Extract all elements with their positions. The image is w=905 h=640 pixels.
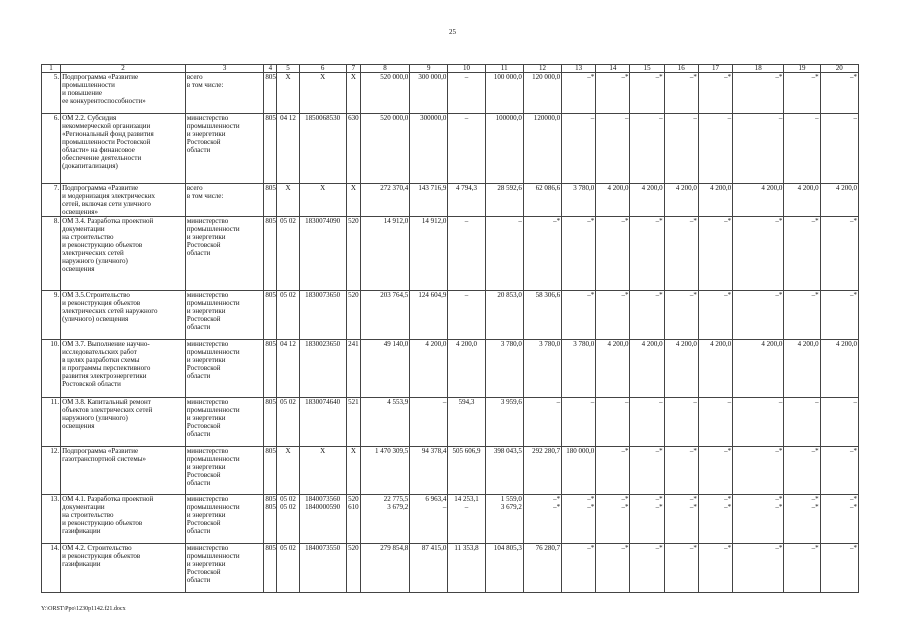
row-number-cell: 7. — [42, 184, 61, 217]
target-article-cell: 1830074640 — [299, 398, 346, 447]
total-amount-cell: 520 000,0 — [360, 114, 409, 184]
row-number-cell: 6. — [42, 114, 61, 184]
ministry-code-cell: 805 — [264, 398, 277, 447]
year-amount-cell: –* — [820, 544, 858, 593]
target-article-cell: 1830023650 — [299, 340, 346, 398]
ministry-code-cell: 805 — [264, 217, 277, 291]
year-amount-cell: –* — [630, 544, 664, 593]
year-amount-cell: 143 716,9 — [410, 184, 448, 217]
column-number-cell: 1 — [42, 65, 61, 73]
row-number-cell: 9. — [42, 291, 61, 340]
year-amount-cell: 120 000,0 — [523, 73, 561, 114]
section-code-cell: X — [277, 73, 299, 114]
year-amount-cell: 4 200,0 — [630, 184, 664, 217]
row-number-cell: 12. — [42, 447, 61, 495]
year-amount-cell: –* — [698, 544, 732, 593]
expense-type-cell: 630 — [346, 114, 360, 184]
column-number-cell: 5 — [277, 65, 299, 73]
year-amount-cell: 14 253,1 – — [448, 495, 485, 544]
year-amount-cell: – — [596, 398, 630, 447]
total-amount-cell: 520 000,0 — [360, 73, 409, 114]
year-amount-cell: 76 280,7 — [523, 544, 561, 593]
ministry-code-cell: 805 805 — [264, 495, 277, 544]
program-name-cell: Подпрограмма «Развитие промышленности и повышение ее конкурентоспособности» — [61, 73, 186, 114]
target-article-cell: X — [299, 184, 346, 217]
target-article-cell: 1830074090 — [299, 217, 346, 291]
ministry-code-cell: 805 — [264, 73, 277, 114]
year-amount-cell: 3 780,0 — [485, 340, 523, 398]
year-amount-cell: –* — [784, 217, 820, 291]
year-amount-cell: – — [630, 114, 664, 184]
year-amount-cell: – — [448, 114, 485, 184]
target-article-cell: 1840073560 1840000590 — [299, 495, 346, 544]
total-amount-cell: 272 370,4 — [360, 184, 409, 217]
section-code-cell: X — [277, 447, 299, 495]
column-number-cell: 17 — [698, 65, 732, 73]
year-amount-cell: –* –* — [630, 495, 664, 544]
expense-type-cell: X — [346, 73, 360, 114]
year-amount-cell: 20 853,0 — [485, 291, 523, 340]
year-amount-cell: 4 200,0 — [820, 184, 858, 217]
expense-type-cell: 520 — [346, 291, 360, 340]
program-name-cell: Подпрограмма «Развитие и модернизация электрических сетей, включая сети уличного освещения» — [61, 184, 186, 217]
year-amount-cell: –* — [820, 291, 858, 340]
year-amount-cell: –* — [733, 73, 784, 114]
column-number-cell: 11 — [485, 65, 523, 73]
ministry-code-cell: 805 — [264, 291, 277, 340]
year-amount-cell: –* –* — [596, 495, 630, 544]
executor-cell: министерство промышленности и энергетики Ростовской области — [185, 291, 263, 340]
year-amount-cell: –* — [596, 544, 630, 593]
total-amount-cell: 4 553,9 — [360, 398, 409, 447]
year-amount-cell: 4 200,0 — [664, 184, 698, 217]
year-amount-cell: – — [448, 291, 485, 340]
expense-type-cell: 521 — [346, 398, 360, 447]
target-article-cell: X — [299, 447, 346, 495]
program-name-cell: ОМ 2.2. Субсидия некоммерческой организации «Региональный фонд развития промышленности Ростовской области» на финансовое обеспечение деятельности (докапитализация) — [61, 114, 186, 184]
file-path-footer: Y:\ORST\Ppo\1230p1142.f21.docx — [41, 606, 126, 612]
column-number-cell: 9 — [410, 65, 448, 73]
year-amount-cell: –* — [733, 291, 784, 340]
year-amount-cell: – — [698, 398, 732, 447]
year-amount-cell: –* — [664, 544, 698, 593]
year-amount-cell: 6 963,4 – — [410, 495, 448, 544]
column-number-cell: 19 — [784, 65, 820, 73]
executor-cell: всего в том числе: — [185, 184, 263, 217]
table-row — [42, 291, 859, 340]
year-amount-cell: –* –* — [664, 495, 698, 544]
total-amount-cell: 49 140,0 — [360, 340, 409, 398]
column-number-cell: 7 — [346, 65, 360, 73]
year-amount-cell: –* — [733, 217, 784, 291]
year-amount-cell: 104 805,3 — [485, 544, 523, 593]
year-amount-cell: – — [448, 217, 485, 291]
target-article-cell: 1850068530 — [299, 114, 346, 184]
table-row — [42, 184, 859, 217]
year-amount-cell: 120000,0 — [523, 114, 561, 184]
year-amount-cell: 4 200,0 — [784, 184, 820, 217]
column-number-cell: 12 — [523, 65, 561, 73]
year-amount-cell: 1 559,0 3 679,2 — [485, 495, 523, 544]
year-amount-cell: 4 200,0 — [698, 184, 732, 217]
column-number-cell: 13 — [562, 65, 596, 73]
section-code-cell: 05 02 — [277, 291, 299, 340]
column-number-cell: 16 — [664, 65, 698, 73]
expense-type-cell: X — [346, 447, 360, 495]
total-amount-cell: 279 854,8 — [360, 544, 409, 593]
ministry-code-cell: 805 — [264, 447, 277, 495]
column-number-cell: 14 — [596, 65, 630, 73]
year-amount-cell: –* — [596, 217, 630, 291]
year-amount-cell: 100 000,0 — [485, 73, 523, 114]
ministry-code-cell: 805 — [264, 340, 277, 398]
target-article-cell: 1840073550 — [299, 544, 346, 593]
table-row — [42, 340, 859, 398]
year-amount-cell: – — [784, 398, 820, 447]
year-amount-cell: 180 000,0 — [562, 447, 596, 495]
year-amount-cell: 14 912,0 — [410, 217, 448, 291]
year-amount-cell: 4 794,3 — [448, 184, 485, 217]
year-amount-cell: –* — [664, 217, 698, 291]
year-amount-cell: 4 200,0 — [630, 340, 664, 398]
year-amount-cell: –* –* — [523, 495, 561, 544]
table-row — [42, 398, 859, 447]
year-amount-cell: –* — [698, 73, 732, 114]
year-amount-cell: –* — [698, 217, 732, 291]
year-amount-cell: 124 604,9 — [410, 291, 448, 340]
year-amount-cell: – — [562, 398, 596, 447]
row-number-cell: 8. — [42, 217, 61, 291]
year-amount-cell: 58 306,6 — [523, 291, 561, 340]
year-amount-cell: –* — [698, 447, 732, 495]
program-name-cell: ОМ 3.5.Строительство и реконструкция объектов электрических сетей наружного (уличного) освещения — [61, 291, 186, 340]
expense-type-cell: 520 — [346, 217, 360, 291]
section-code-cell: 05 02 — [277, 398, 299, 447]
executor-cell: министерство промышленности и энергетики Ростовской области — [185, 447, 263, 495]
year-amount-cell: –* — [784, 447, 820, 495]
year-amount-cell: – — [448, 73, 485, 114]
executor-cell: министерство промышленности и энергетики Ростовской области — [185, 340, 263, 398]
year-amount-cell: 11 353,8 — [448, 544, 485, 593]
executor-cell: министерство промышленности и энергетики Ростовской области — [185, 398, 263, 447]
row-number-cell: 11. — [42, 398, 61, 447]
year-amount-cell: 4 200,0 — [820, 340, 858, 398]
year-amount-cell: –* — [562, 73, 596, 114]
year-amount-cell: 594,3 — [448, 398, 485, 447]
row-number-cell: 10. — [42, 340, 61, 398]
year-amount-cell: –* –* — [698, 495, 732, 544]
column-number-header — [42, 65, 859, 73]
year-amount-cell: –* –* — [820, 495, 858, 544]
executor-cell: всего в том числе: — [185, 73, 263, 114]
total-amount-cell: 22 775,5 3 679,2 — [360, 495, 409, 544]
year-amount-cell: –* — [562, 291, 596, 340]
section-code-cell: 04 12 — [277, 340, 299, 398]
year-amount-cell: – — [733, 114, 784, 184]
expense-type-cell: 520 — [346, 544, 360, 593]
ministry-code-cell: 805 — [264, 114, 277, 184]
year-amount-cell: –* — [630, 73, 664, 114]
total-amount-cell: 14 912,0 — [360, 217, 409, 291]
section-code-cell: 05 02 — [277, 544, 299, 593]
row-number-cell: 13. — [42, 495, 61, 544]
row-number-cell: 5. — [42, 73, 61, 114]
year-amount-cell: 398 043,5 — [485, 447, 523, 495]
section-code-cell: 05 02 — [277, 217, 299, 291]
budget-table — [41, 64, 859, 593]
column-number-cell: 20 — [820, 65, 858, 73]
year-amount-cell: – — [485, 217, 523, 291]
expense-type-cell: 520 610 — [346, 495, 360, 544]
year-amount-cell: –* — [820, 447, 858, 495]
year-amount-cell: –* –* — [733, 495, 784, 544]
year-amount-cell: –* — [820, 73, 858, 114]
table-row — [42, 73, 859, 114]
column-number-cell: 2 — [61, 65, 186, 73]
year-amount-cell: – — [596, 114, 630, 184]
section-code-cell: X — [277, 184, 299, 217]
year-amount-cell: –* — [596, 447, 630, 495]
year-amount-cell: – — [784, 114, 820, 184]
year-amount-cell: 4 200,0 — [664, 340, 698, 398]
column-number-cell: 18 — [733, 65, 784, 73]
program-name-cell: ОМ 4.2. Строительство и реконструкция объектов газификации — [61, 544, 186, 593]
year-amount-cell: –* — [596, 291, 630, 340]
year-amount-cell: 4 200,0 — [784, 340, 820, 398]
year-amount-cell: –* — [698, 291, 732, 340]
year-amount-cell: – — [630, 398, 664, 447]
year-amount-cell: 3 780,0 — [562, 340, 596, 398]
total-amount-cell: 1 470 309,5 — [360, 447, 409, 495]
year-amount-cell: 28 592,6 — [485, 184, 523, 217]
table-row — [42, 114, 859, 184]
executor-cell: министерство промышленности и энергетики Ростовской области — [185, 217, 263, 291]
program-name-cell: ОМ 3.4. Разработка проектной документации на строительство и реконструкцию объектов электрических сетей наружного (уличного) освещения — [61, 217, 186, 291]
year-amount-cell: – — [410, 398, 448, 447]
year-amount-cell: –* — [784, 73, 820, 114]
year-amount-cell: –* — [664, 291, 698, 340]
executor-cell: министерство промышленности и энергетики Ростовской области — [185, 544, 263, 593]
year-amount-cell: –* — [562, 217, 596, 291]
program-name-cell: ОМ 3.7. Выполнение научно- исследовательских работ в целях разработки схемы и программы перспективного развития электроэнергетики Ростовской области — [61, 340, 186, 398]
year-amount-cell: 100000,0 — [485, 114, 523, 184]
executor-cell: министерство промышленности и энергетики Ростовской области — [185, 495, 263, 544]
program-name-cell: ОМ 4.1. Разработка проектной документации на строительство и реконструкцию объектов газификации — [61, 495, 186, 544]
column-number-cell: 15 — [630, 65, 664, 73]
year-amount-cell: – — [523, 398, 561, 447]
year-amount-cell: – — [698, 114, 732, 184]
year-amount-cell: 4 200,0 — [596, 184, 630, 217]
year-amount-cell: 4 200,0 — [733, 184, 784, 217]
year-amount-cell: –* — [784, 291, 820, 340]
year-amount-cell: –* — [630, 217, 664, 291]
year-amount-cell: –* –* — [562, 495, 596, 544]
ministry-code-cell: 805 — [264, 544, 277, 593]
year-amount-cell: –* — [820, 217, 858, 291]
year-amount-cell: –* — [630, 291, 664, 340]
year-amount-cell: 3 959,6 — [485, 398, 523, 447]
total-amount-cell: 203 764,5 — [360, 291, 409, 340]
year-amount-cell: 4 200,0 — [733, 340, 784, 398]
year-amount-cell: 62 086,6 — [523, 184, 561, 217]
target-article-cell: 1830073650 — [299, 291, 346, 340]
column-number-cell: 6 — [299, 65, 346, 73]
year-amount-cell: – — [733, 398, 784, 447]
year-amount-cell: –* — [523, 217, 561, 291]
executor-cell: министерство промышленности и энергетики Ростовской области — [185, 114, 263, 184]
year-amount-cell: – — [820, 114, 858, 184]
year-amount-cell: –* — [664, 73, 698, 114]
year-amount-cell: 300 000,0 — [410, 73, 448, 114]
page-number: 25 — [449, 28, 456, 36]
ministry-code-cell: 805 — [264, 184, 277, 217]
year-amount-cell: – — [664, 114, 698, 184]
row-number-cell: 14. — [42, 544, 61, 593]
year-amount-cell: 300000,0 — [410, 114, 448, 184]
year-amount-cell: –* — [562, 544, 596, 593]
year-amount-cell: –* — [630, 447, 664, 495]
year-amount-cell: –* –* — [784, 495, 820, 544]
target-article-cell: X — [299, 73, 346, 114]
table-row — [42, 495, 859, 544]
year-amount-cell: –* — [733, 544, 784, 593]
program-name-cell: Подпрограмма «Развитие газотранспортной системы» — [61, 447, 186, 495]
year-amount-cell: – — [820, 398, 858, 447]
year-amount-cell: –* — [664, 447, 698, 495]
table-row — [42, 217, 859, 291]
column-number-cell: 10 — [448, 65, 485, 73]
program-name-cell: ОМ 3.8. Капитальный ремонт объектов электрических сетей наружного (уличного) освещения — [61, 398, 186, 447]
table-row — [42, 544, 859, 593]
year-amount-cell: 4 200,0 — [448, 340, 485, 398]
year-amount-cell: 505 606,9 — [448, 447, 485, 495]
year-amount-cell: –* — [784, 544, 820, 593]
year-amount-cell: 292 280,7 — [523, 447, 561, 495]
year-amount-cell: 94 378,4 — [410, 447, 448, 495]
section-code-cell: 05 02 05 02 — [277, 495, 299, 544]
year-amount-cell: 3 780,0 — [562, 184, 596, 217]
column-number-cell: 4 — [264, 65, 277, 73]
year-amount-cell: –* — [733, 447, 784, 495]
year-amount-cell: 3 780,0 — [523, 340, 561, 398]
year-amount-cell: –* — [596, 73, 630, 114]
column-number-cell: 3 — [185, 65, 263, 73]
year-amount-cell: – — [562, 114, 596, 184]
year-amount-cell: 4 200,0 — [596, 340, 630, 398]
table-row — [42, 447, 859, 495]
expense-type-cell: 241 — [346, 340, 360, 398]
year-amount-cell: 4 200,0 — [410, 340, 448, 398]
section-code-cell: 04 12 — [277, 114, 299, 184]
year-amount-cell: 87 415,0 — [410, 544, 448, 593]
year-amount-cell: – — [664, 398, 698, 447]
column-number-cell: 8 — [360, 65, 409, 73]
expense-type-cell: X — [346, 184, 360, 217]
year-amount-cell: 4 200,0 — [698, 340, 732, 398]
